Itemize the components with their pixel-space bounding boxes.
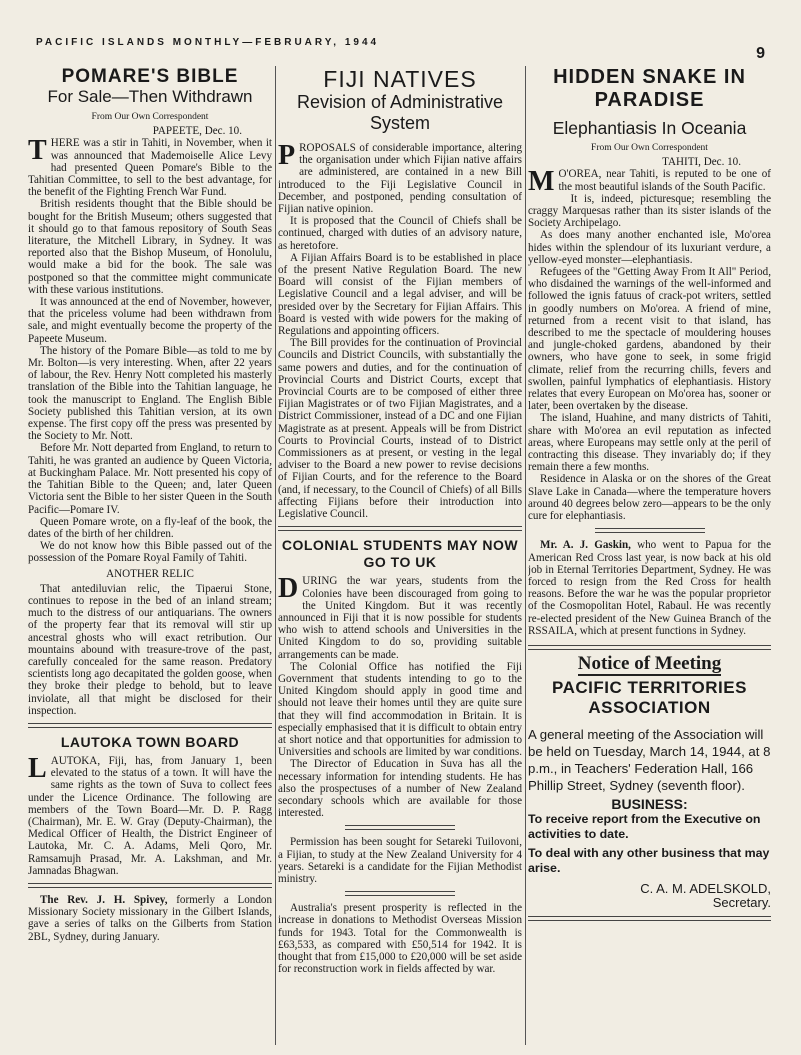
signature-role: Secretary. bbox=[712, 895, 771, 911]
bold-lead: Mr. A. J. Gaskin, bbox=[540, 539, 631, 552]
article-paragraph: A Fijian Affairs Board is to be established in place of the present Native Regulation Board. The new Board will consist of the Fijian members of Legislative Council and a legal adviser, and will be presided over by the Secretary for Fijian Affairs. This Board is vested with wide powers for the making of Regulations and appointing officers. bbox=[278, 251, 522, 338]
business-heading: BUSINESS: bbox=[611, 796, 688, 813]
pomare-title: POMARE'S BIBLE bbox=[61, 66, 239, 87]
paragraph-text: AUTOKA, Fiji, has, from January 1, been elevated to the status of a town. It will have the same rights as the town of Suva to collect fees under the Licence Ordinance. The following are members of the Town Board—Mr. D. P. Ragg (Chairman), Mr. E. W. Gray (Deputy-Chairman), the Medical Officer of Health, the District Engineer of Lautoka, Mr. C. A. Adams, Meli Qoro, Mr. Ramsamujh Prasad, Mr. A. Lakshman, and Mr. Jamnadas Bhagwan. bbox=[28, 754, 272, 877]
column-divider bbox=[525, 66, 526, 1045]
section-rule bbox=[528, 645, 771, 650]
article-paragraph: It is proposed that the Council of Chiefs shall be continued, charged with duties of an advisory nature, as heretofore. bbox=[278, 215, 522, 252]
section-rule bbox=[28, 883, 272, 888]
article-paragraph: We do not know how this Bible passed out of the possession of the Pomare Royal Family of Tahiti. bbox=[28, 540, 272, 565]
article-paragraph: The island, Huahine, and many districts of Tahiti, share with Mo'orea an evil reputation as infected areas, where Europeans may settle only at the peril of contracting this disease. They invariably do; if they remain there a few months. bbox=[528, 412, 771, 474]
fiji-subtitle: Revision of Administrative System bbox=[296, 92, 504, 133]
article-paragraph: Before Mr. Nott departed from England, to return to Tahiti, he was granted an audience by Queen Victoria, at Buckingham Palace. Mr. Nott presented his copy of the Tahitian Bible to the Queen; and, later Queen Victoria sent the Bible to her sister Queen in the South Pacific—Pomare IV. bbox=[28, 442, 272, 516]
short-rule bbox=[345, 825, 455, 830]
paragraph-text: URING the war years, students from the Colonies have been discouraged from going to the United Kingdom. But it was recently announced in Fiji that it is now possible for students who wish to attend schools and Universities in the United Kingdom to do so, providing suitable arrangements can be made. bbox=[278, 575, 522, 661]
lautoka-title: LAUTOKA TOWN BOARD bbox=[60, 733, 240, 750]
section-rule bbox=[528, 916, 771, 921]
article-paragraph bbox=[28, 894, 272, 943]
signature: C. A. M. ADELSKOLD, bbox=[640, 881, 771, 897]
business-item: To receive report from the Executive on activities to date. bbox=[528, 812, 761, 842]
article-paragraph: The Bill provides for the continuation of Provincial Councils and District Councils, with substantially the same powers and duties, and for the continuation of Provincial Courts and District Courts, except that Provincial Courts are to be composed of either three Fijian Magistrates or of two Fijian Magistrates, and a District Commissioner, instead of a DC and one Fijian Magistrate as at present. Appeals will be from District Courts to Provincial Courts, instead of to District Commissioners as at present, or vesting in the legal adviser to the Board a new power to revise decisions of Fijian Courts, and for the reference to the Board (and, if necessary, to the Council of Chiefs) of all Bills affecting Fijians before their introduction into Legislative Council. bbox=[278, 337, 522, 521]
article-paragraph: As does many another enchanted isle, Mo'orea hides within the splendour of its luxuriant verdure, a yellow-eyed monster—elephantiasis. bbox=[528, 229, 771, 266]
dateline: PAPEETE, Dec. 10. bbox=[152, 125, 242, 138]
students-title: COLONIAL STUDENTS MAY NOW GO TO UK bbox=[281, 537, 519, 571]
drop-cap: T bbox=[28, 135, 47, 167]
paragraph-text: who went to Papua for the American Red Cross last year, is now back at his old job in Eternal Territories Department, Sydney. He was forced to resign from the Red Cross for health reasons. Before the war he was the popular proprietor of the Cosmopolitan Hotel, Rabaul. He was recently re-elected president of the New Guinea Branch of the RSSAILA, which at present functions in Sydney. bbox=[528, 539, 771, 637]
drop-cap: L bbox=[28, 752, 47, 784]
notice-of-meeting bbox=[528, 652, 771, 921]
article-paragraph: The Colonial Office has notified the Fiji Government that students intending to go to the United Kingdom should apply in good time and should not leave their homes until they are quite sure that they will find accommodation in Britain. It is especially emphasised that it is difficult to obtain entry at short notice and that opportunities for admission to Universities and schools are limited by war conditions. bbox=[278, 660, 522, 759]
bold-lead: The Rev. J. H. Spivey, bbox=[40, 893, 168, 906]
snake-subtitle: Elephantiasis In Oceania bbox=[552, 118, 747, 138]
article-paragraph: Queen Pomare wrote, on a fly-leaf of the book, the dates of the birth of her children. bbox=[28, 515, 272, 540]
article-paragraph: Permission has been sought for Setareki Tuilovoni, a Fijian, to study at the New Zealand University for 4 years. Setareki is a candidate for the Fijian Methodist ministry. bbox=[278, 836, 522, 885]
article-paragraph: British residents thought that the Bible should be bought for the British Museum; others suggested that it should go to that famous repository of South Seas literature, the Mitchell Library, in Sydney. It was reported also that the Bishop Museum, of Honolulu, would make a bid for the book. The sale was postponed so that the committee might communicate with these various institutions. bbox=[28, 198, 272, 296]
section-rule bbox=[278, 526, 522, 531]
article-paragraph: It was announced at the end of November, however, that the priceless volume had been withdrawn from sale, and might eventually become the property of the Papeete Museum. bbox=[28, 296, 272, 345]
notice-body: A general meeting of the Association will be held on Tuesday, March 14, 1944, at 8 p.m., in Teachers' Federation Hall, 166 Phillip Street, Sydney (seventh floor). bbox=[528, 727, 771, 794]
column-2 bbox=[278, 66, 522, 1047]
snake-title: HIDDEN SNAKE IN PARADISE bbox=[553, 66, 746, 111]
pomare-subtitle: For Sale—Then Withdrawn bbox=[47, 87, 253, 106]
paragraph-text: ROPOSALS of considerable importance, altering the organisation under which Fijian native affairs are administered, are contained in a new Bill introduced to the Fiji Legislative Council in December, and postponed, pending consultation of Fijian native opinion. bbox=[278, 142, 522, 216]
article-paragraph bbox=[28, 137, 272, 198]
paragraph-text: O'OREA, near Tahiti, is reputed to be one of the most beautiful islands of the South Pacific. bbox=[558, 168, 771, 193]
dateline: TAHITI, Dec. 10. bbox=[662, 156, 741, 169]
running-head: PACIFIC ISLANDS MONTHLY—FEBRUARY, 1944 bbox=[36, 37, 380, 48]
article-paragraph: The Director of Education in Suva has all the necessary information for intending students. He has also the prospectuses of a number of New Zealand secondary schools which are available for those interested. bbox=[278, 758, 522, 820]
fiji-title: FIJI NATIVES bbox=[323, 66, 477, 92]
article-paragraph bbox=[278, 142, 522, 215]
drop-cap: M bbox=[528, 166, 555, 198]
article-paragraph: Australia's present prosperity is reflected in the increase in donations to Methodist Overseas Mission funds for 1943. Total for the Commonwealth is £63,533, as compared with £50,514 for 1942. It is thought that from £15,000 to £20,000 will be set aside for reconstruction work in fields affected by war. bbox=[278, 902, 522, 976]
article-paragraph: Refugees of the "Getting Away From It All" Period, who disdained the warnings of the well-informed and followed the ignis fatuus of crack-pot writers, settled in goodly numbers on Mo'orea. A friend of mine, returned from a recent visit to that island, has described to me the spectacle of mouldering houses and jungle-choked gardens, abandoned by their owners, who have gone to seek, in some frigid climate, relief from the recurring chills, fevers and swollen, painful lymphatics of elephantiasis. History relates that every European on Mo'orea has, sooner or later, been overtaken by the disease. bbox=[528, 266, 771, 413]
article-paragraph: Residence in Alaska or on the shores of the Great Slave Lake in Canada—where the temperature hovers around 40 degrees below zero—appears to be the only cure for elephantiasis. bbox=[528, 473, 771, 523]
column-divider bbox=[275, 66, 276, 1045]
article-paragraph: It is, indeed, picturesque; resembling the craggy Marquesas rather than its sister islands of the Society Archipelago. bbox=[528, 192, 771, 230]
article-paragraph: The history of the Pomare Bible—as told to me by Mr. Bolton—is very interesting. When, after 22 years of labour, the Rev. Henry Nott completed his masterly translation of the Bible into the Tahitian language, he took the manuscript to England. The English Bible Society published this Tahitian version, at its own expense. The first copy off the press was presented by the Society to Mr. Nott. bbox=[28, 344, 272, 443]
paragraph-text: formerly a London Missionary Society missionary in the Gilbert Islands, gave a series of talks on the Gilberts from Station 2BL, Sydney, during January. bbox=[28, 893, 272, 943]
paragraph-text: HERE was a stir in Tahiti, in November, when it was announced that Mademoiselle Alice Levy had presented Queen Pomare's Bible to the Tahitian Committee, to sell to the best advantage, for the benefit of the Fighting French War Fund. bbox=[28, 137, 272, 199]
column-1 bbox=[28, 66, 272, 1047]
short-rule bbox=[345, 891, 455, 896]
article-paragraph: That antediluvian relic, the Tipaerui Stone, continues to repose in the bed of an inland stream; much to the distress of our antiquarians. The owners of the property fear that its removal will stir up ancestral ghosts who will exact retribution. Our mountains abound with treasure-trove of the past, carefully concealed for the same reason. Predatory scientists long ago decapitated the golden goose, when they broke their pledge to behold, but to leave inviolate, all that might be disclosed for their inspection. bbox=[28, 582, 272, 717]
notice-title bbox=[528, 652, 771, 674]
article-paragraph bbox=[528, 166, 771, 198]
byline: From Our Own Correspondent bbox=[91, 112, 209, 122]
page-number: 9 bbox=[756, 45, 765, 62]
article-paragraph bbox=[278, 575, 522, 660]
column-3 bbox=[528, 66, 771, 1047]
notice-title-text: Notice of Meeting bbox=[577, 652, 722, 674]
short-rule bbox=[595, 528, 705, 533]
association-name: PACIFIC TERRITORIES ASSOCIATION bbox=[552, 678, 747, 718]
business-item: To deal with any other business that may arise. bbox=[528, 846, 770, 876]
sub-heading: ANOTHER RELIC bbox=[106, 567, 194, 580]
article-paragraph bbox=[528, 539, 771, 637]
byline: From Our Own Correspondent bbox=[591, 143, 708, 153]
section-rule bbox=[28, 723, 272, 728]
article-paragraph bbox=[28, 752, 272, 877]
drop-cap: D bbox=[278, 573, 299, 605]
drop-cap: P bbox=[278, 140, 296, 171]
